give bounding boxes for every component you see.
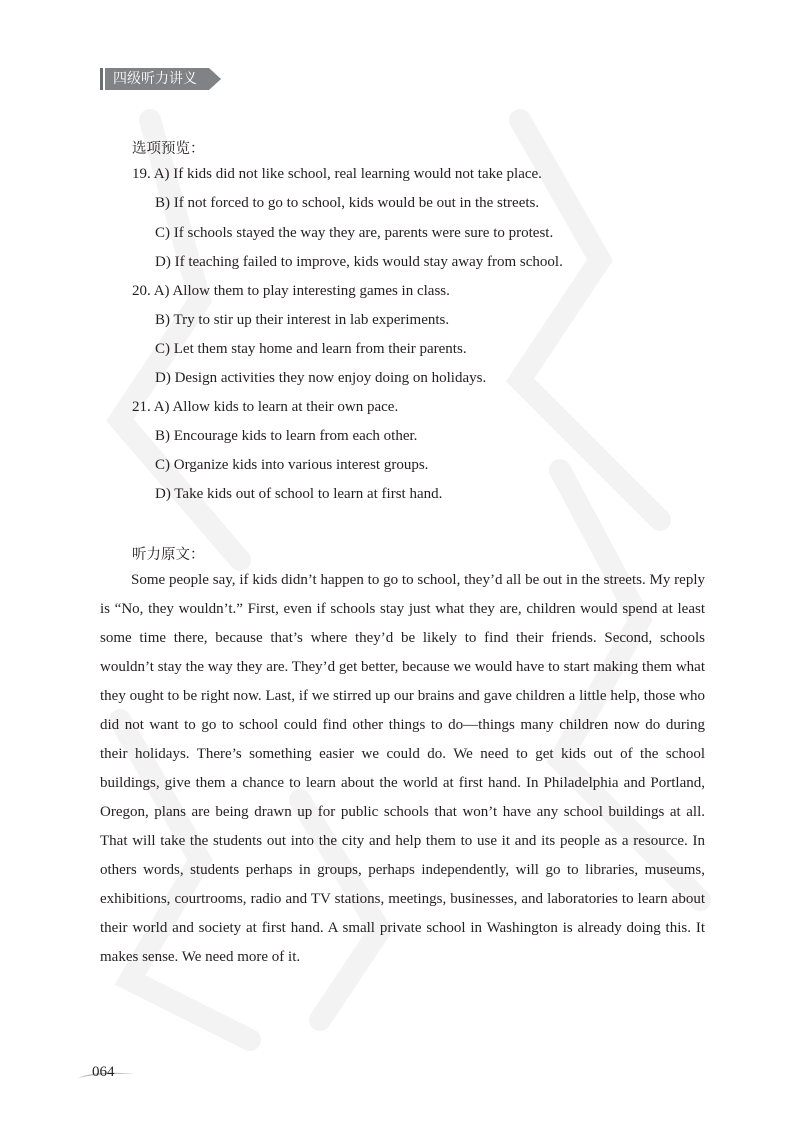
section-tag-label: 四级听力讲义 [105, 68, 209, 90]
question-number: 19. [132, 166, 151, 182]
transcript-heading: 听力原文： [132, 547, 205, 563]
option-text: A) If kids did not like school, real learning would not take place. [153, 166, 542, 182]
question-20-option-c: C) Let them stay home and learn from their parents. [155, 341, 467, 357]
options-preview-heading: 选项预览： [132, 141, 205, 157]
question-20-option-a [132, 283, 450, 300]
question-21-option-a [132, 399, 398, 416]
option-text: A) Allow them to play interesting games in class. [153, 283, 450, 299]
page-number: 064 [92, 1064, 115, 1080]
question-19-option-b: B) If not forced to go to school, kids would be out in the streets. [155, 195, 540, 211]
question-19-option-c: C) If schools stayed the way they are, parents were sure to protest. [155, 225, 554, 241]
question-19-option-d: D) If teaching failed to improve, kids would stay away from school. [155, 254, 563, 270]
question-20-option-b: B) Try to stir up their interest in lab experiments. [155, 312, 450, 328]
question-21-option-c: C) Organize kids into various interest groups. [155, 457, 429, 473]
question-number: 20. [132, 283, 151, 299]
option-text: A) Allow kids to learn at their own pace. [153, 399, 399, 415]
transcript-paragraph: Some people say, if kids didn’t happen to go to school, they’d all be out in the streets. My reply is “No, they wouldn’t.” First, even if schools stay just what they are, children would spend at least some time there, because that’s where they’d be likely to find their friends. Second, schools wouldn’t stay the way they are. They’d get better, because we would have to start making them what they ought to be right now. Last, if we stirred up our brains and gave children a little help, those who did not want to go to school could find other things to do—things many children now do during their holidays. There’s something easier we could do. We need to get kids out of the school buildings, give them a chance to learn about the world at first hand. In Philadelphia and Portland, Oregon, plans are being drawn up for public schools that won’t have any school buildings at all. That will take the students out into the city and help them to use it and its people as a resource. In others words, students perhaps in groups, perhaps independently, will go to libraries, museums, exhibitions, courtrooms, radio and TV stations, meetings, businesses, and laboratories to learn about their world and society at first hand. A small private school in Washington is already doing this. It makes sense. We need more of it. [100, 572, 705, 965]
question-number: 21. [132, 399, 151, 415]
section-tag-arrow [209, 68, 221, 90]
question-21-option-b: B) Encourage kids to learn from each other. [155, 428, 418, 444]
section-tag-bar [100, 68, 103, 90]
question-21-option-d: D) Take kids out of school to learn at first hand. [155, 486, 443, 502]
question-20-option-d: D) Design activities they now enjoy doing on holidays. [155, 370, 487, 386]
question-19-option-a [132, 166, 542, 183]
